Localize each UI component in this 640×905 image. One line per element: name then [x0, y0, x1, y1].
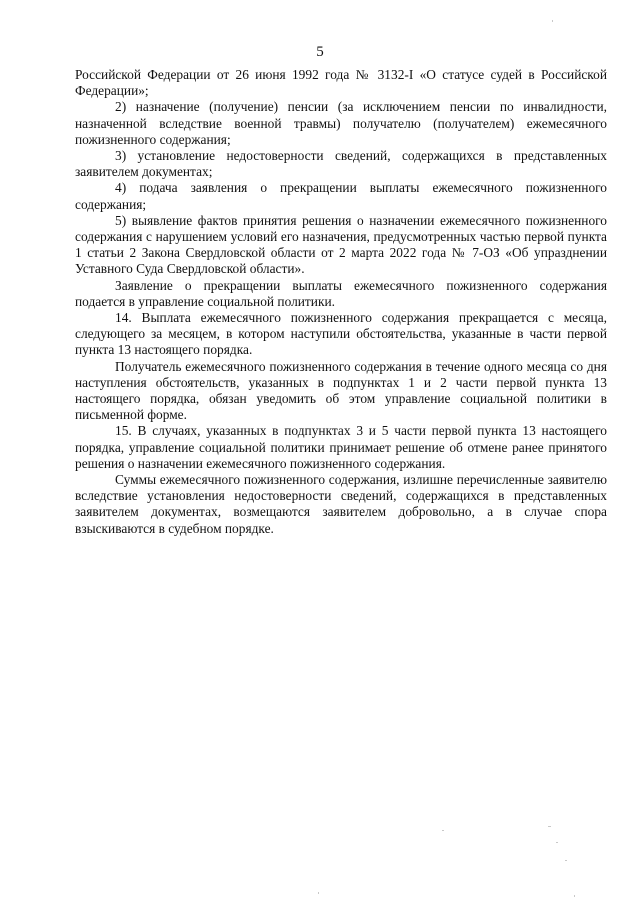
list-item-5: 5) выявление фактов принятия решения о назначении ежемесячного пожизненного содержания с нарушением условий его назначения, предусмотренных частью первой пункта 1 статьи 2 Закона Свердловской области от 2 марта 2022 года № 7-ОЗ «Об упразднении Уставного Суда Свердловской области».	[75, 212, 607, 277]
paragraph-notification: Получатель ежемесячного пожизненного содержания в течение одного месяца со дня наступления обстоятельств, указанных в подпунктах 1 и 2 части первой пункта 13 настоящего порядка, обязан уведомить об этом управление социальной политики в письменной форме.	[75, 358, 607, 423]
list-item-3: 3) установление недостоверности сведений, содержащихся в представленных заявителем документах;	[75, 148, 607, 180]
list-item-2: 2) назначение (получение) пенсии (за исключением пенсии по инвалидности, назначенной вследствие военной травмы) получателю (получателем) ежемесячного пожизненного содержания;	[75, 99, 607, 147]
scan-speck	[548, 826, 551, 827]
paragraph-continuation: Российской Федерации от 26 июня 1992 года № 3132-I «О статусе судей в Российской Федерации»;	[75, 67, 607, 99]
scan-speck	[442, 830, 444, 831]
scan-speck	[318, 892, 319, 894]
scan-speck	[565, 860, 567, 861]
scan-speck	[574, 895, 575, 897]
document-body	[75, 67, 607, 537]
scan-speck	[552, 20, 553, 22]
clause-14: 14. Выплата ежемесячного пожизненного содержания прекращается с месяца, следующего за месяцем, в котором наступили обстоятельства, указанные в части первой пункта 13 настоящего порядка.	[75, 310, 607, 358]
paragraph-refund: Суммы ежемесячного пожизненного содержания, излишне перечисленные заявителю вследствие установления недостоверности сведений, содержащихся в представленных заявителем документах, возмещаются заявителем добровольно, а в случае спора взыскиваются в судебном порядке.	[75, 472, 607, 536]
clause-15: 15. В случаях, указанных в подпунктах 3 и 5 части первой пункта 13 настоящего порядка, управление социальной политики принимает решение об отмене ранее принятого решения о назначении ежемесячного пожизненного содержания.	[75, 423, 607, 471]
scan-speck	[556, 842, 558, 843]
paragraph-application: Заявление о прекращении выплаты ежемесячного пожизненного содержания подается в управление социальной политики.	[75, 277, 607, 309]
page-number: 5	[316, 44, 324, 60]
list-item-4: 4) подача заявления о прекращении выплаты ежемесячного пожизненного содержания;	[75, 180, 607, 212]
